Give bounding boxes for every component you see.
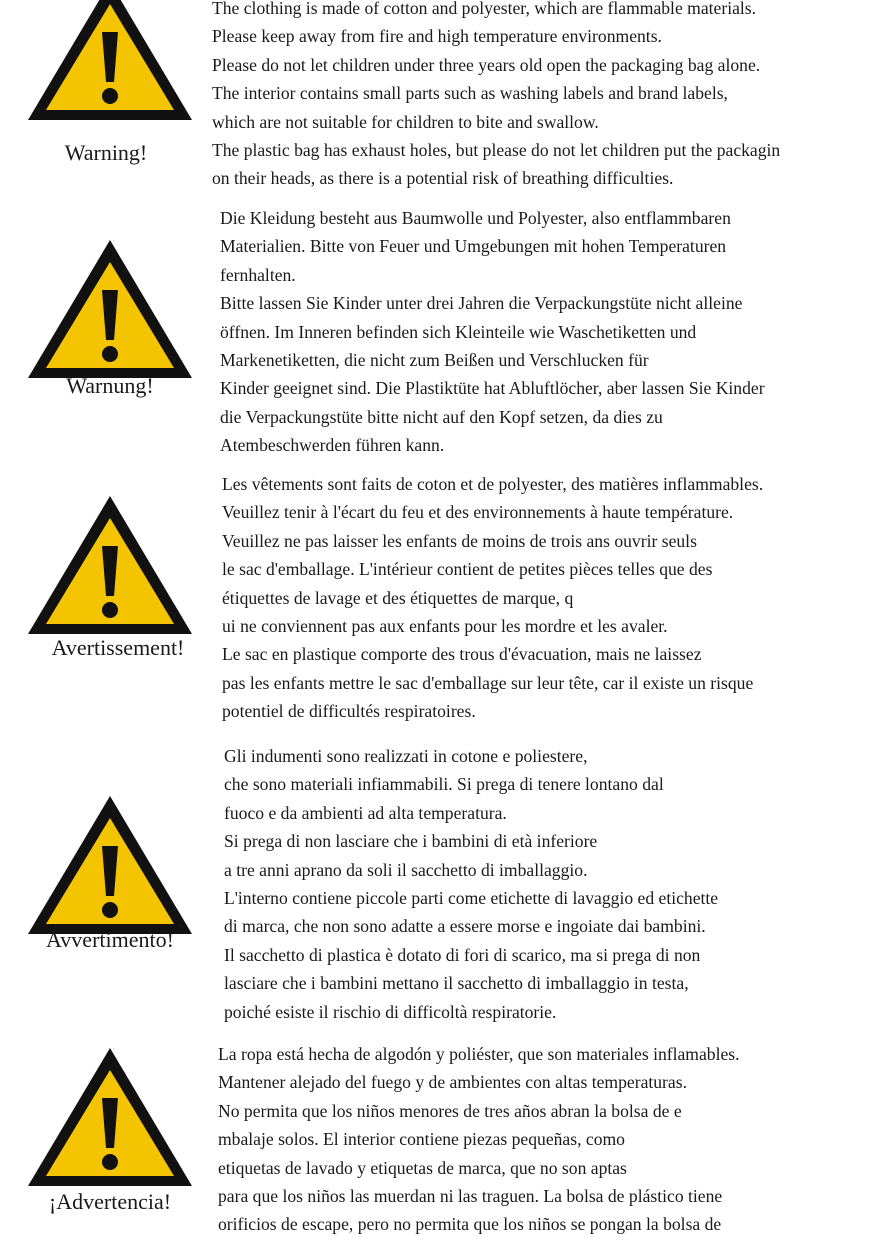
warning-text: [224, 742, 718, 1026]
warning-text-line: La ropa está hecha de algodón y poliéster, que son materiales inflamables.: [218, 1044, 740, 1064]
warning-text-line: Il sacchetto di plastica è dotato di fori di scarico, ma si prega di non: [224, 944, 701, 965]
warning-text-line: potentiel de difficultés respiratoires.: [222, 701, 476, 722]
warning-text: [218, 1040, 740, 1239]
warning-triangle-icon: [22, 0, 198, 126]
warning-text-line: Gli indumenti sono realizzati in cotone e poliestere,: [224, 746, 588, 766]
warning-text-line: para que los niños las muerdan ni las traguen. La bolsa de plástico tiene: [218, 1185, 723, 1206]
warning-section-en: [0, 0, 876, 200]
warning-text-line: Le sac en plastique comporte des trous d'évacuation, mais ne laissez: [222, 644, 702, 665]
warning-text-line: pas les enfants mettre le sac d'emballage sur leur tête, car il existe un risque: [222, 672, 754, 693]
warning-section-it: [0, 736, 876, 1032]
warning-text-line: Markenetiketten, die nicht zum Beißen und Verschlucken für: [220, 349, 649, 370]
warning-text: [222, 470, 763, 726]
warning-text-line: Mantener alejado del fuego y de ambientes con altas temperaturas.: [218, 1072, 687, 1093]
warning-text-line: Die Kleidung besteht aus Baumwolle und Polyester, also entflammbaren: [220, 208, 731, 228]
warning-text-line: Veuillez ne pas laisser les enfants de moins de trois ans ouvrir seuls: [222, 530, 697, 551]
warning-text-line: étiquettes de lavage et des étiquettes de marque, q: [222, 587, 574, 608]
warning-label: Avertissement!: [51, 635, 185, 660]
warning-label: Warnung!: [66, 373, 154, 398]
warning-text-line: which are not suitable for children to bite and swallow.: [212, 111, 599, 132]
warning-text-line: No permita que los niños menores de tres años abran la bolsa de e: [218, 1100, 682, 1121]
warning-triangle-icon: [22, 232, 198, 384]
warning-triangle-icon: [22, 488, 198, 640]
warning-text-line: ui ne conviennent pas aux enfants pour les mordre et les avaler.: [222, 615, 668, 636]
warning-label: Warning!: [64, 140, 148, 165]
warning-text-line: mbalaje solos. El interior contiene piezas pequeñas, como: [218, 1129, 625, 1150]
warning-label: ¡Advertencia!: [48, 1189, 172, 1214]
warning-section-de: [0, 200, 876, 468]
warning-text-line: lasciare che i bambini mettano il sacchetto di imballaggio in testa,: [224, 973, 689, 994]
warning-text-line: öffnen. Im Inneren befinden sich Kleinteile wie Waschetiketten und: [220, 321, 697, 342]
warning-triangle-icon: [22, 788, 198, 940]
warning-text-line: Kinder geeignet sind. Die Plastiktüte hat Abluftlöcher, aber lassen Sie Kinder: [220, 378, 765, 399]
warning-text-line: orificios de escape, pero no permita que los niños se pongan la bolsa de: [218, 1214, 722, 1235]
warning-label: Avvertimento!: [46, 927, 174, 952]
warning-text-line: etiquetas de lavado y etiquetas de marca, que no son aptas: [218, 1157, 627, 1178]
warning-text-line: die Verpackungstüte bitte nicht auf den Kopf setzen, da dies zu: [220, 406, 663, 427]
warning-text-line: Bitte lassen Sie Kinder unter drei Jahren die Verpackungstüte nicht alleine: [220, 293, 743, 314]
warning-text-line: di marca, che non sono adatte a essere morse e ingoiate dai bambini.: [224, 916, 706, 937]
warning-text-line: The clothing is made of cotton and polyester, which are flammable materials.: [212, 0, 757, 18]
warning-triangle-icon: [22, 1040, 198, 1192]
warning-text-line: poiché esiste il rischio di difficoltà respiratorie.: [224, 1001, 557, 1022]
warning-text-line: L'interno contiene piccole parti come etichette di lavaggio ed etichette: [224, 887, 719, 908]
warning-text-line: Please do not let children under three years old open the packaging bag alone.: [212, 54, 761, 75]
warning-section-es: [0, 1032, 876, 1252]
warning-section-fr: [0, 468, 876, 736]
warning-text-line: Materialien. Bitte von Feuer und Umgebungen mit hohen Temperaturen: [220, 236, 727, 257]
warning-text-line: Please keep away from fire and high temperature environments.: [212, 26, 662, 47]
warning-text-line: fernhalten.: [220, 264, 296, 285]
warning-text-line: le sac d'emballage. L'intérieur contient de petites pièces telles que des: [222, 559, 713, 580]
warning-text-line: on their heads, as there is a potential risk of breathing difficulties.: [212, 168, 674, 189]
warning-text-line: Veuillez tenir à l'écart du feu et des environnements à haute température.: [222, 502, 734, 523]
warning-text-line: a tre anni aprano da soli il sacchetto di imballaggio.: [224, 859, 588, 880]
warning-text-line: Les vêtements sont faits de coton et de polyester, des matières inflammables.: [222, 474, 764, 494]
warning-text-line: fuoco e da ambienti ad alta temperatura.: [224, 802, 507, 823]
warning-text-line: Atembeschwerden führen kann.: [220, 435, 445, 456]
warning-text: [220, 204, 765, 460]
warning-text: [212, 0, 780, 193]
warning-text-line: Si prega di non lasciare che i bambini di età inferiore: [224, 831, 598, 852]
warning-text-line: The plastic bag has exhaust holes, but please do not let children put the packagin: [212, 139, 781, 160]
warning-text-line: che sono materiali infiammabili. Si prega di tenere lontano dal: [224, 774, 664, 795]
warning-text-line: The interior contains small parts such as washing labels and brand labels,: [212, 83, 728, 104]
